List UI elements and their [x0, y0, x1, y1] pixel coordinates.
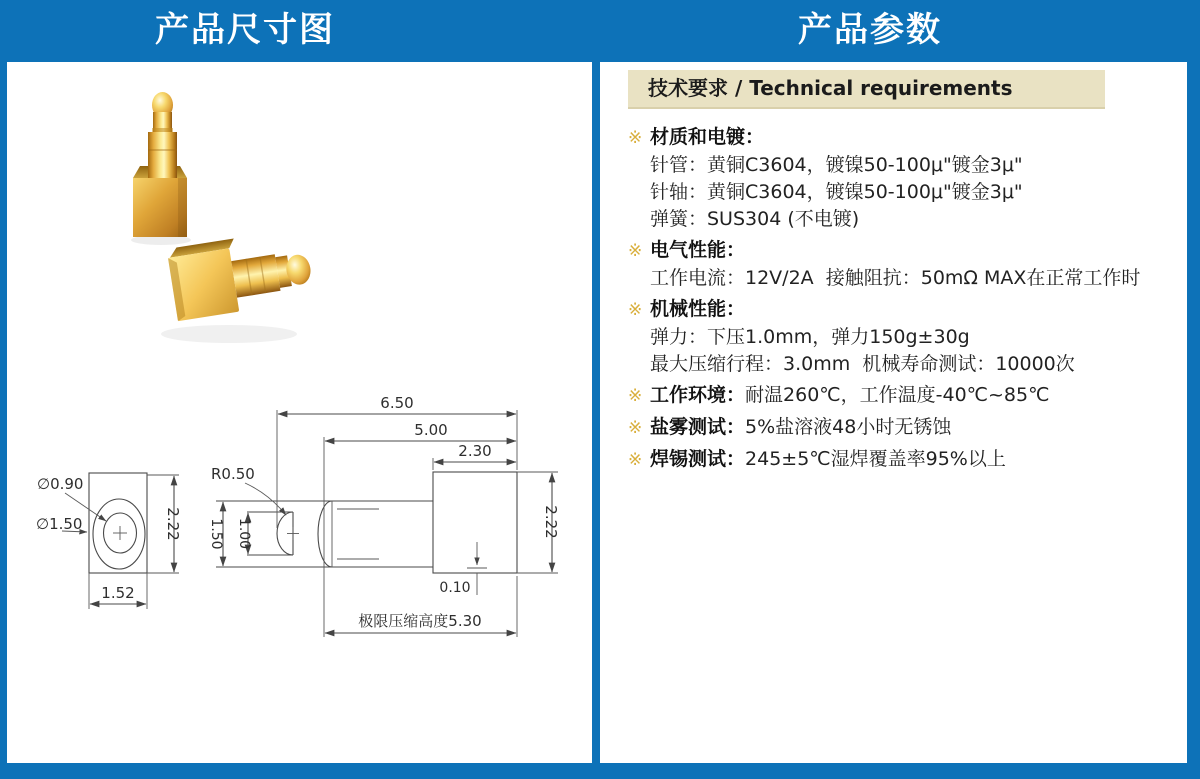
spec-item	[628, 324, 1173, 351]
spec-item	[628, 296, 1173, 324]
reference-mark-icon: ※	[628, 418, 643, 438]
left-panel-title: 产品尺寸图	[155, 10, 335, 50]
spec-item-label: 机械性能：	[650, 298, 746, 320]
dim-standoff: 0.10	[439, 580, 471, 596]
dimension-drawing-canvas	[7, 62, 592, 763]
dim-front-inner-dia: ∅0.90	[37, 475, 84, 493]
spec-item	[628, 265, 1173, 292]
reference-mark-icon: ※	[628, 300, 643, 320]
spec-item-text: 针轴：黄铜C3604，镀镍50-100μ"镀金3μ"	[650, 181, 1023, 203]
parameters-panel	[600, 62, 1187, 763]
reference-mark-icon: ※	[628, 241, 643, 261]
spec-list	[628, 120, 1173, 474]
spec-item-label: 盐雾测试：	[650, 416, 746, 438]
spec-item-label: 材质和电镀：	[650, 126, 765, 148]
dim-compressed-height: 极限压缩高度5.30	[358, 612, 482, 630]
spec-item-text: 工作电流：12V/2A 接触阻抗：50mΩ MAX在正常工作时	[650, 267, 1141, 289]
dim-front-outer-dia: ∅1.50	[36, 515, 83, 533]
spec-item-text: 5%盐溶液48小时无锈蚀	[745, 416, 952, 438]
spec-section-title: 技术要求 / Technical requirements	[628, 70, 1105, 109]
spec-item-text: 弹簧：SUS304 (不电镀)	[650, 208, 860, 230]
dim-flange-height: 2.22	[542, 505, 560, 539]
spec-item-text: 耐温260℃，工作温度-40℃~85℃	[745, 384, 1050, 406]
spec-item	[628, 351, 1173, 378]
spec-item	[628, 382, 1173, 410]
spec-item-text: 针管：黄铜C3604，镀镍50-100μ"镀金3μ"	[650, 154, 1023, 176]
spec-item	[628, 237, 1173, 265]
spec-item-text: 最大压缩行程：3.0mm 机械寿命测试：10000次	[650, 353, 1075, 375]
reference-mark-icon: ※	[628, 128, 643, 148]
dim-total-length: 6.50	[380, 394, 414, 412]
spec-item-label: 电气性能：	[650, 239, 746, 261]
dim-tip-radius: R0.50	[211, 465, 255, 483]
side-view	[208, 394, 560, 637]
standing-pogo-pin	[133, 92, 187, 237]
spec-item-text: 弹力：下压1.0mm，弹力150g±30g	[650, 326, 970, 348]
dim-front-width: 1.52	[101, 584, 135, 602]
spec-item	[628, 414, 1173, 442]
spec-item-label: 焊锡测试：	[650, 448, 746, 470]
spec-item	[628, 152, 1173, 179]
dim-front-height: 2.22	[164, 507, 182, 541]
spec-item-label: 工作环境：	[650, 384, 746, 406]
spec-item-text: 245±5℃湿焊覆盖率95%以上	[745, 448, 1006, 470]
lying-pin-shadow	[161, 325, 297, 343]
spec-item	[628, 446, 1173, 474]
reference-mark-icon: ※	[628, 386, 643, 406]
front-view	[36, 473, 182, 609]
dimension-panel	[7, 62, 592, 763]
right-panel-title: 产品参数	[798, 10, 942, 50]
spec-item	[628, 179, 1173, 206]
product-photo	[131, 92, 315, 343]
reference-mark-icon: ※	[628, 450, 643, 470]
dim-plunger-dia: 1.00	[236, 517, 252, 550]
spec-item	[628, 206, 1173, 233]
spec-item	[628, 124, 1173, 152]
dim-tube-dia: 1.50	[208, 518, 224, 550]
dim-flange-width: 2.30	[458, 442, 492, 460]
dim-tube-length: 5.00	[414, 421, 448, 439]
